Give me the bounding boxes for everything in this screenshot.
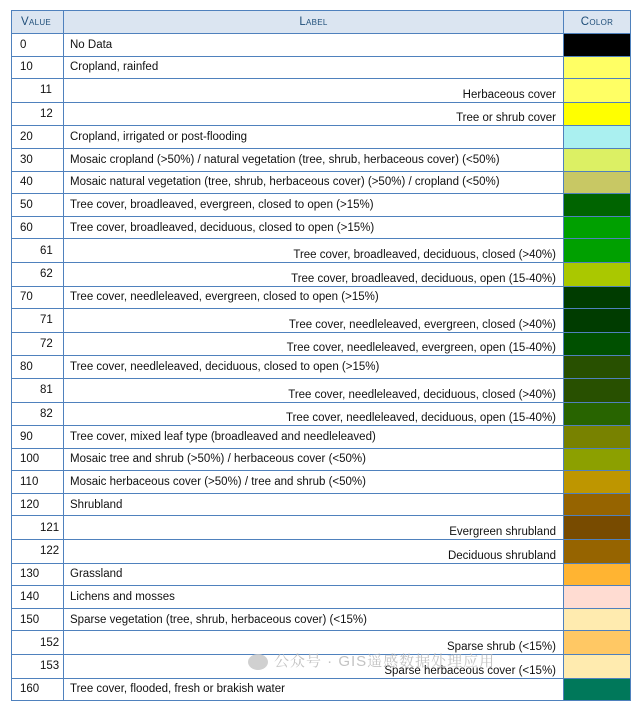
value-cell: 121 (12, 516, 64, 540)
label-cell: Mosaic natural vegetation (tree, shrub, herbaceous cover) (>50%) / cropland (<50%) (64, 171, 564, 194)
color-swatch-cell (564, 471, 631, 494)
value-cell: 50 (12, 194, 64, 217)
watermark-text: 公众号 · GIS遥感数据处理应用 (274, 653, 496, 670)
table-row (12, 586, 631, 609)
table-row (12, 216, 631, 239)
color-swatch (564, 149, 630, 171)
header-value: Value (12, 11, 64, 34)
value-cell: 152 (12, 631, 64, 655)
color-swatch (564, 471, 630, 493)
table-row (12, 678, 631, 701)
color-swatch-cell (564, 171, 631, 194)
label-cell: Tree cover, needleleaved, evergreen, open (15-40%) (64, 332, 564, 356)
color-swatch (564, 564, 630, 586)
color-swatch-cell (564, 540, 631, 564)
table-row (12, 309, 631, 333)
table-header-row (12, 11, 631, 34)
color-swatch-cell (564, 34, 631, 57)
color-swatch (564, 287, 630, 309)
color-swatch (564, 516, 630, 539)
table-row (12, 426, 631, 449)
color-swatch-cell (564, 309, 631, 333)
value-cell: 140 (12, 586, 64, 609)
color-swatch (564, 540, 630, 563)
table-row (12, 102, 631, 126)
table-row (12, 262, 631, 286)
color-swatch-cell (564, 448, 631, 471)
table-row (12, 471, 631, 494)
label-cell: Tree cover, broadleaved, deciduous, closed (>40%) (64, 239, 564, 263)
table-row (12, 79, 631, 103)
label-cell: Tree cover, flooded, fresh or brakish water (64, 678, 564, 701)
header-color: Color (564, 11, 631, 34)
label-cell: Tree or shrub cover (64, 102, 564, 126)
label-cell: Mosaic herbaceous cover (>50%) / tree and shrub (<50%) (64, 471, 564, 494)
color-swatch (564, 34, 630, 56)
label-cell: Tree cover, needleleaved, deciduous, closed (>40%) (64, 378, 564, 402)
label-cell: Tree cover, needleleaved, deciduous, closed to open (>15%) (64, 356, 564, 379)
value-cell: 70 (12, 286, 64, 309)
color-swatch-cell (564, 378, 631, 402)
value-cell: 153 (12, 655, 64, 679)
value-cell: 20 (12, 126, 64, 149)
table-row (12, 239, 631, 263)
color-swatch (564, 356, 630, 378)
label-cell: Tree cover, needleleaved, evergreen, closed (>40%) (64, 309, 564, 333)
label-cell: Sparse shrub (<15%) (64, 631, 564, 655)
value-cell: 110 (12, 471, 64, 494)
table-row (12, 126, 631, 149)
color-swatch (564, 239, 630, 262)
value-cell: 0 (12, 34, 64, 57)
wechat-icon (248, 654, 268, 670)
color-swatch (564, 449, 630, 471)
color-swatch (564, 679, 630, 701)
table-row (12, 563, 631, 586)
table-row (12, 356, 631, 379)
table-row (12, 286, 631, 309)
label-cell: Sparse herbaceous cover (<15%) (64, 655, 564, 679)
label-cell: No Data (64, 34, 564, 57)
color-swatch (564, 426, 630, 448)
label-cell: Tree cover, needleleaved, evergreen, closed to open (>15%) (64, 286, 564, 309)
header-label: Label (64, 11, 564, 34)
label-cell: Mosaic cropland (>50%) / natural vegetation (tree, shrub, herbaceous cover) (<50%) (64, 148, 564, 171)
table-row (12, 171, 631, 194)
value-cell: 160 (12, 678, 64, 701)
label-cell: Tree cover, needleleaved, deciduous, open (15-40%) (64, 402, 564, 426)
color-swatch (564, 379, 630, 402)
color-swatch-cell (564, 563, 631, 586)
table-row (12, 332, 631, 356)
value-cell: 82 (12, 402, 64, 426)
color-swatch (564, 333, 630, 356)
color-swatch-cell (564, 56, 631, 79)
label-cell: Shrubland (64, 493, 564, 516)
value-cell: 62 (12, 262, 64, 286)
color-swatch-cell (564, 493, 631, 516)
value-cell: 72 (12, 332, 64, 356)
color-swatch (564, 172, 630, 194)
value-cell: 60 (12, 216, 64, 239)
color-swatch-cell (564, 79, 631, 103)
color-swatch-cell (564, 216, 631, 239)
label-cell: Evergreen shrubland (64, 516, 564, 540)
color-swatch-cell (564, 262, 631, 286)
label-cell: Lichens and mosses (64, 586, 564, 609)
color-swatch-cell (564, 332, 631, 356)
color-swatch-cell (564, 586, 631, 609)
color-swatch-cell (564, 239, 631, 263)
value-cell: 100 (12, 448, 64, 471)
color-swatch (564, 309, 630, 332)
color-swatch (564, 403, 630, 426)
color-swatch (564, 57, 630, 79)
table-row (12, 448, 631, 471)
value-cell: 81 (12, 378, 64, 402)
color-swatch-cell (564, 678, 631, 701)
value-cell: 10 (12, 56, 64, 79)
value-cell: 11 (12, 79, 64, 103)
color-swatch-cell (564, 102, 631, 126)
table-row (12, 540, 631, 564)
color-swatch (564, 217, 630, 239)
color-swatch (564, 126, 630, 148)
land-cover-legend-table-container (11, 10, 630, 701)
color-swatch-cell (564, 126, 631, 149)
color-swatch-cell (564, 402, 631, 426)
value-cell: 40 (12, 171, 64, 194)
color-swatch (564, 494, 630, 516)
color-swatch-cell (564, 608, 631, 631)
table-body (12, 34, 631, 701)
label-cell: Sparse vegetation (tree, shrub, herbaceous cover) (<15%) (64, 608, 564, 631)
color-swatch (564, 586, 630, 608)
color-swatch (564, 655, 630, 678)
label-cell: Tree cover, broadleaved, deciduous, open (15-40%) (64, 262, 564, 286)
color-swatch-cell (564, 194, 631, 217)
color-swatch (564, 79, 630, 102)
table-row (12, 378, 631, 402)
table-row (12, 402, 631, 426)
color-swatch (564, 194, 630, 216)
land-cover-legend-table (11, 10, 631, 701)
label-cell: Tree cover, broadleaved, evergreen, closed to open (>15%) (64, 194, 564, 217)
value-cell: 12 (12, 102, 64, 126)
color-swatch-cell (564, 426, 631, 449)
value-cell: 90 (12, 426, 64, 449)
watermark (248, 650, 495, 671)
table-row (12, 493, 631, 516)
color-swatch-cell (564, 148, 631, 171)
color-swatch-cell (564, 631, 631, 655)
color-swatch (564, 263, 630, 286)
color-swatch-cell (564, 655, 631, 679)
value-cell: 120 (12, 493, 64, 516)
label-cell: Tree cover, broadleaved, deciduous, closed to open (>15%) (64, 216, 564, 239)
table-row (12, 608, 631, 631)
table-row (12, 34, 631, 57)
label-cell: Tree cover, mixed leaf type (broadleaved and needleleaved) (64, 426, 564, 449)
table-row (12, 516, 631, 540)
value-cell: 130 (12, 563, 64, 586)
label-cell: Deciduous shrubland (64, 540, 564, 564)
label-cell: Herbaceous cover (64, 79, 564, 103)
color-swatch (564, 609, 630, 631)
value-cell: 30 (12, 148, 64, 171)
color-swatch (564, 631, 630, 654)
color-swatch (564, 103, 630, 126)
value-cell: 122 (12, 540, 64, 564)
table-row (12, 148, 631, 171)
value-cell: 80 (12, 356, 64, 379)
color-swatch-cell (564, 286, 631, 309)
color-swatch-cell (564, 356, 631, 379)
label-cell: Mosaic tree and shrub (>50%) / herbaceous cover (<50%) (64, 448, 564, 471)
label-cell: Grassland (64, 563, 564, 586)
table-row (12, 194, 631, 217)
color-swatch-cell (564, 516, 631, 540)
label-cell: Cropland, rainfed (64, 56, 564, 79)
value-cell: 61 (12, 239, 64, 263)
table-row (12, 56, 631, 79)
label-cell: Cropland, irrigated or post-flooding (64, 126, 564, 149)
value-cell: 71 (12, 309, 64, 333)
value-cell: 150 (12, 608, 64, 631)
